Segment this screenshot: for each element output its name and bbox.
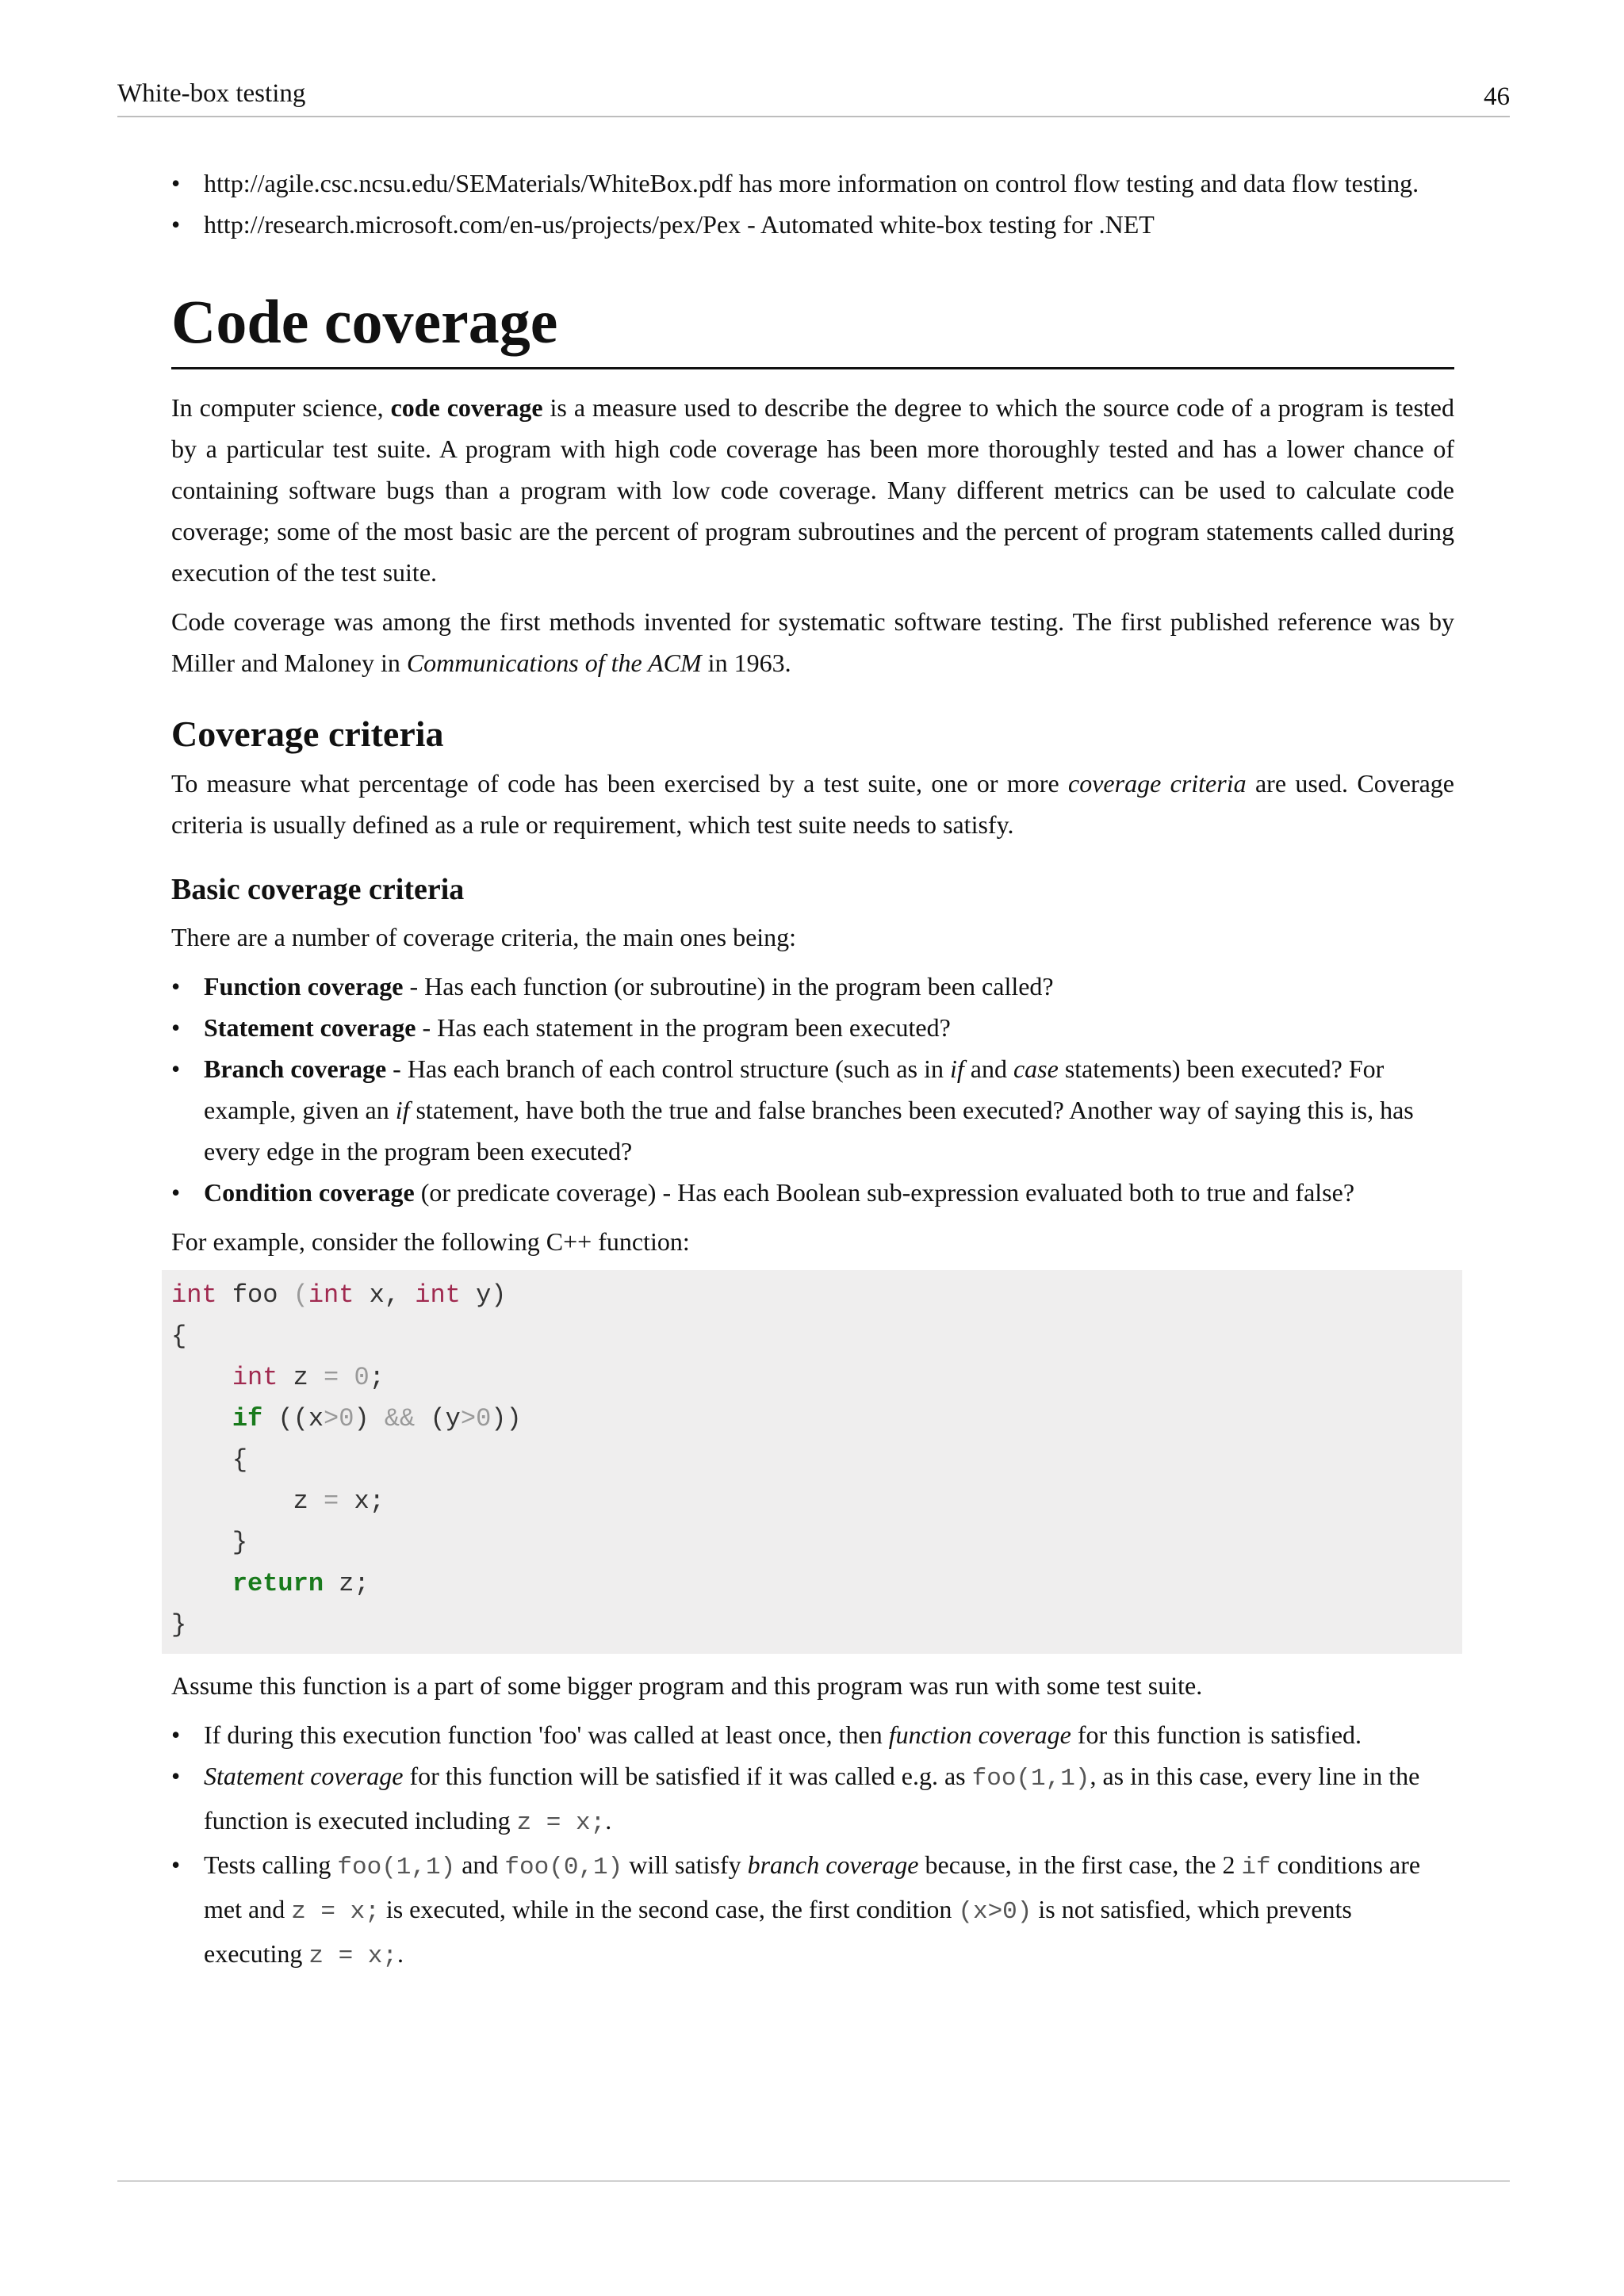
page-number: 46 [1484,82,1510,111]
link-whitebox-pdf[interactable]: http://agile.csc.ncsu.edu/SEMaterials/WhiteBox.pdf [204,169,733,197]
page-header [117,79,1510,117]
assumption-paragraph: Assume this function is a part of some bigger program and this program was run with some test suite. [171,1671,1203,1700]
link-pex[interactable]: http://research.microsoft.com/en-us/projects/pex/Pex [204,210,741,239]
intro-paragraph: In computer science, code coverage is a measure used to describe the degree to which the source code of a program is tested by a particular test suite. A program with high code coverage has been more thoroughly tested and has a lower chance of containing software bugs than a program with low code coverage. Many different metrics can be used to calculate code coverage; some of the most basic are the percent of program subroutines and the percent of program statements called during execution of the test suite. [171,393,1455,587]
section-heading-coverage-criteria: Coverage criteria [171,714,444,754]
list-item: • If during this execution function 'foo' was called at least once, then function coverage for this function is satisfied. [171,1714,1454,1755]
list-item: • Tests calling foo(1,1) and foo(0,1) will satisfy branch coverage because, in the first case, the 2 if conditions are met and z = x; is executed, while in the second case, the first condition (x>0) is not satisfied, which prevents executing z = x;. [171,1844,1454,1977]
criteria-paragraph: To measure what percentage of code has been exercised by a test suite, one or more coverage criteria are used. Coverage criteria is usually defined as a rule or requirement, which test suite needs to satisfy. [171,769,1455,839]
list-item: • Condition coverage (or predicate coverage) - Has each Boolean sub-expression evaluated both to true and false? [171,1172,1454,1213]
running-title: White-box testing [117,79,306,108]
list-item: • http://research.microsoft.com/en-us/projects/pex/Pex - Automated white-box testing for .NET [171,204,1454,245]
criteria-lead: There are a number of coverage criteria, the main ones being: [171,923,797,951]
reference-links [171,163,1454,245]
coverage-examples-list [171,1714,1454,1977]
article-title: Code coverage [171,286,1454,369]
history-paragraph: Code coverage was among the first methods invented for systematic software testing. The first published reference was by Miller and Maloney in Communications of the ACM in 1963. [171,607,1454,677]
list-item: • Branch coverage - Has each branch of each control structure (such as in if and case statements) been executed? For example, given an if statement, have both the true and false branches been executed? Another way of saying this is, has every edge in the program been executed? [171,1048,1454,1172]
list-item: • Statement coverage for this function will be satisfied if it was called e.g. as foo(1,1), as in this case, every line in the function is executed including z = x;. [171,1755,1454,1844]
section-heading-basic-criteria: Basic coverage criteria [171,873,465,906]
list-item: • http://agile.csc.ncsu.edu/SEMaterials/WhiteBox.pdf has more information on control flow testing and data flow testing. [171,163,1454,204]
footer-rule [117,2180,1510,2182]
page-content [171,163,1454,1977]
example-lead: For example, consider the following C++ function: [171,1227,690,1256]
list-item: • Statement coverage - Has each statement in the program been executed? [171,1007,1454,1048]
code-block: int foo (int x, int y) { int z = 0; if ((x>0) && (y>0)) { z = x; } return z; } [162,1270,1462,1654]
criteria-list [171,966,1454,1213]
list-item: • Function coverage - Has each function (or subroutine) in the program been called? [171,966,1454,1007]
